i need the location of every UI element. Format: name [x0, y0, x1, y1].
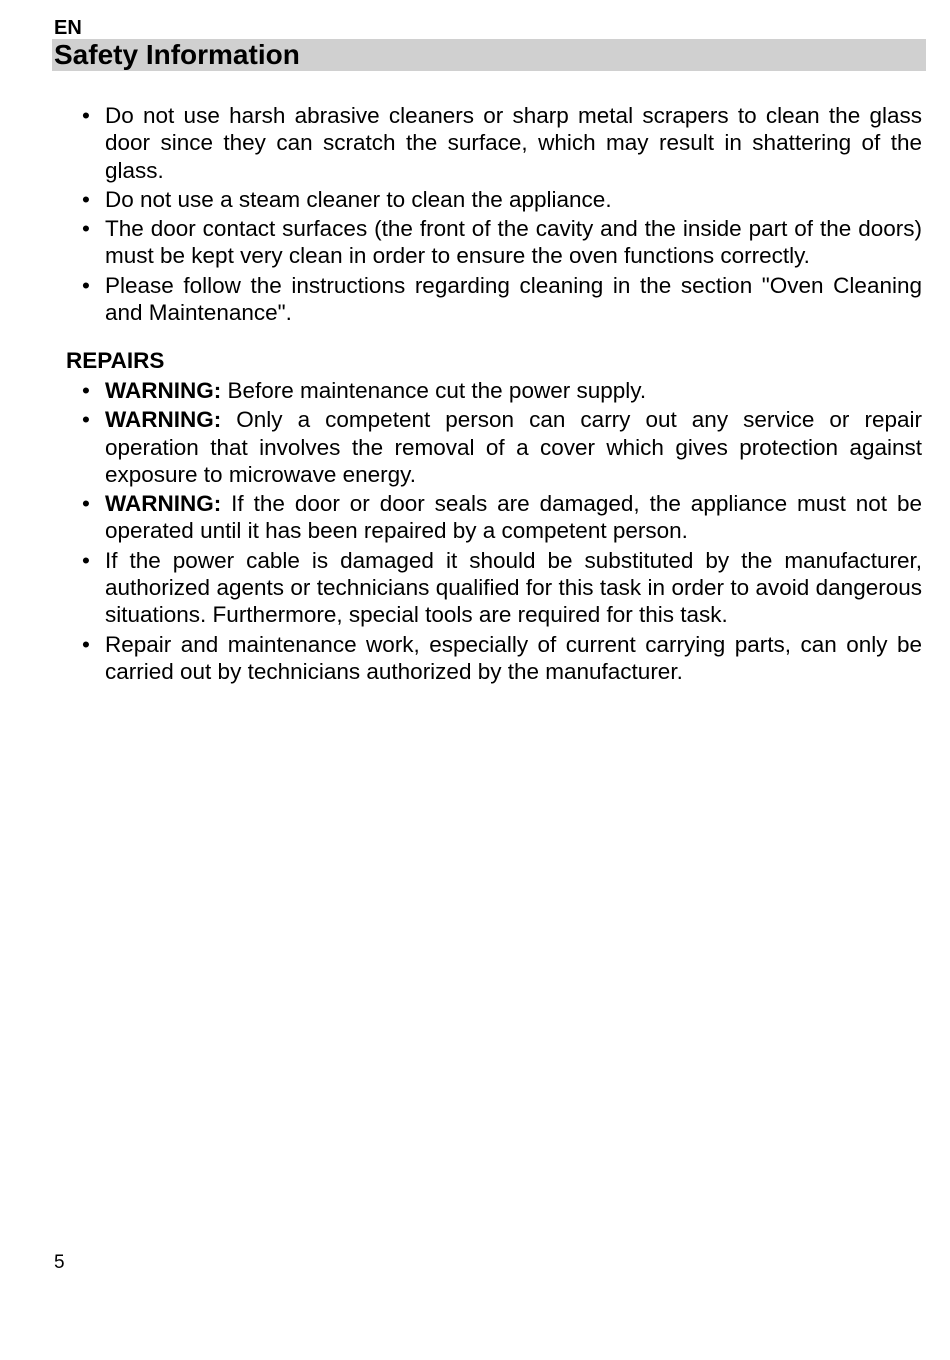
list-item-text: If the door or door seals are damaged, the appliance must not be operated until it has been repaired by a competent person. — [105, 491, 922, 544]
list-item-text: The door contact surfaces (the front of the cavity and the inside part of the doors) must be kept very clean in order to ensure the oven functions correctly. — [105, 216, 922, 269]
list-item — [80, 547, 922, 629]
list-item-text: Do not use harsh abrasive cleaners or sharp metal scrapers to clean the glass door since they can scratch the surface, which may result in shattering of the glass. — [105, 103, 922, 183]
list-item — [80, 186, 922, 213]
list-item-text: Please follow the instructions regarding cleaning in the section "Oven Cleaning and Maintenance". — [105, 272, 922, 326]
cleaning-list — [80, 102, 922, 328]
page-number: 5 — [54, 1252, 65, 1273]
bullet-icon: • — [82, 378, 90, 403]
warning-label: WARNING: — [105, 378, 222, 403]
page-title: Safety Information — [54, 39, 300, 70]
list-item — [80, 102, 922, 184]
list-item — [80, 406, 922, 488]
list-item — [80, 490, 922, 545]
repairs-heading: REPAIRS — [66, 348, 165, 373]
list-item — [80, 215, 922, 270]
list-item-text: Only a competent person can carry out any service or repair operation that involves the removal of a cover which gives protection against exposure to microwave energy. — [105, 407, 922, 487]
bullet-icon: • — [82, 631, 90, 657]
warning-label: WARNING: — [105, 491, 222, 517]
language-label: EN — [54, 17, 82, 39]
list-item-text: If the power cable is damaged it should be substituted by the manufacturer, authorized agents or technicians qualified for this task in order to avoid dangerous situations. Furthermore, special tools are required for this task. — [105, 547, 922, 628]
list-item — [80, 272, 922, 327]
list-item-text: Before maintenance cut the power supply. — [221, 378, 647, 403]
section-title-bar — [52, 39, 926, 71]
bullet-icon: • — [82, 103, 90, 128]
list-item-text: Repair and maintenance work, especially of current carrying parts, can only be carried out by technicians authorized by the manufacturer. — [105, 631, 922, 684]
bullet-icon: • — [82, 216, 90, 242]
bullet-icon: • — [82, 547, 90, 573]
bullet-icon: • — [82, 407, 90, 433]
list-item-text: Do not use a steam cleaner to clean the appliance. — [105, 186, 612, 212]
list-item — [80, 631, 922, 686]
bullet-icon: • — [82, 272, 90, 298]
list-item — [80, 377, 922, 404]
bullet-icon: • — [82, 186, 90, 212]
repairs-list — [80, 377, 922, 687]
warning-label: WARNING: — [105, 407, 222, 433]
bullet-icon: • — [82, 491, 90, 517]
